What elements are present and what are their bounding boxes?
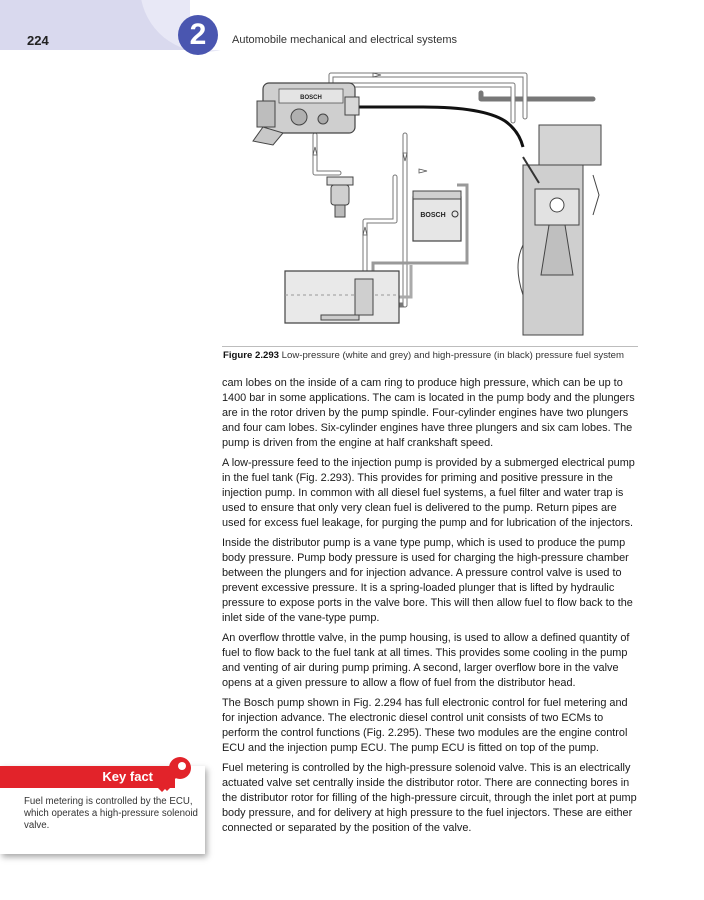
- figure-divider: [222, 346, 638, 347]
- fuel-tank: [285, 271, 399, 323]
- injection-pump: [253, 83, 359, 145]
- figure-label: Figure 2.293: [223, 350, 279, 361]
- paragraph: Inside the distributor pump is a vane type pump, which is used to produce the pump body pressure. Pump body pressure is used for charging the high-pressure chamber between the plungers and for injection advance. A pressure control valve is used to prevent excessive pressure. It is a spring-loaded plunger that is lifted by hydraulic pressure to expose ports in the valve bore. This will then allow fuel to flow back to the inlet side of the vane-type pump.: [222, 537, 633, 624]
- key-fact-text: Fuel metering is controlled by the ECU, which operates a high-pressure solenoid valve.: [24, 796, 198, 831]
- chapter-badge: 2: [178, 15, 218, 55]
- running-title: Automobile mechanical and electrical systems: [232, 34, 457, 46]
- ecu-box: [413, 191, 461, 241]
- paragraph: An overflow throttle valve, in the pump housing, is used to allow a defined quantity of fuel to flow back to the fuel tank at all times. This provides some cooling in the pump and venting of air during pump priming. A second, larger overflow bore in the valve opens at a given pressure to allow a flow of fuel from the distributor head.: [222, 632, 630, 689]
- paragraph: The Bosch pump shown in Fig. 2.294 has full electronic control for fuel metering and for injection advance. The electronic diesel control unit consists of two ECMs to perform the control functions (Fig. 2.295). These two modules are the engine control ECU and the injection pump ECU. The pump ECU is fitted on top of the pump.: [222, 697, 628, 754]
- engine-cylinder: [518, 125, 601, 335]
- pump-label: BOSCH: [300, 95, 322, 101]
- body-text: [222, 376, 642, 841]
- paragraph: A low-pressure feed to the injection pump is provided by a submerged electrical pump in the fuel tank (Fig. 2.293). This provides for priming and positive pressure in the injection pump. In common with all diesel fuel systems, a fuel filter and water trap is used to ensure that only very clean fuel is delivered to the pump. Return pipes are used for excess fuel leakage, for purging the pump and for lubrication of the injectors.: [222, 457, 635, 529]
- fuel-filter: [327, 177, 353, 217]
- page-number: 224: [27, 33, 49, 48]
- key-fact-title: Key fact: [0, 766, 175, 788]
- paragraph: Fuel metering is controlled by the high-pressure solenoid valve. This is an electrically actuated valve set centrally inside the distributor rotor. There are connecting bores in the distributor rotor for filling of the high-pressure circuit, through the inlet port at pump body pressure, and for delivery at high pressure to the fuel injectors. These are either connected or separated by the position of the valve.: [222, 762, 637, 834]
- key-fact-box: [0, 752, 207, 855]
- high-pressure-pipe: [355, 107, 523, 147]
- fuel-system-figure: [223, 65, 639, 345]
- figure-caption: [223, 350, 643, 361]
- paragraph: cam lobes on the inside of a cam ring to produce high pressure, which can be up to 1400 bar in some applications. The cam is located in the pump body and the plungers are in the rotor driven by the pump spindle. Four-cylinder engines have two plungers and four cam lobes. Six-cylinder engines have three plungers and six cam lobes. The pump is driven from the engine at half crankshaft speed.: [222, 377, 635, 449]
- ecu-label: BOSCH: [420, 212, 446, 219]
- figure-caption-text: Low-pressure (white and grey) and high-pressure (in black) pressure fuel system: [281, 350, 624, 361]
- fuel-system-diagram: [223, 65, 639, 345]
